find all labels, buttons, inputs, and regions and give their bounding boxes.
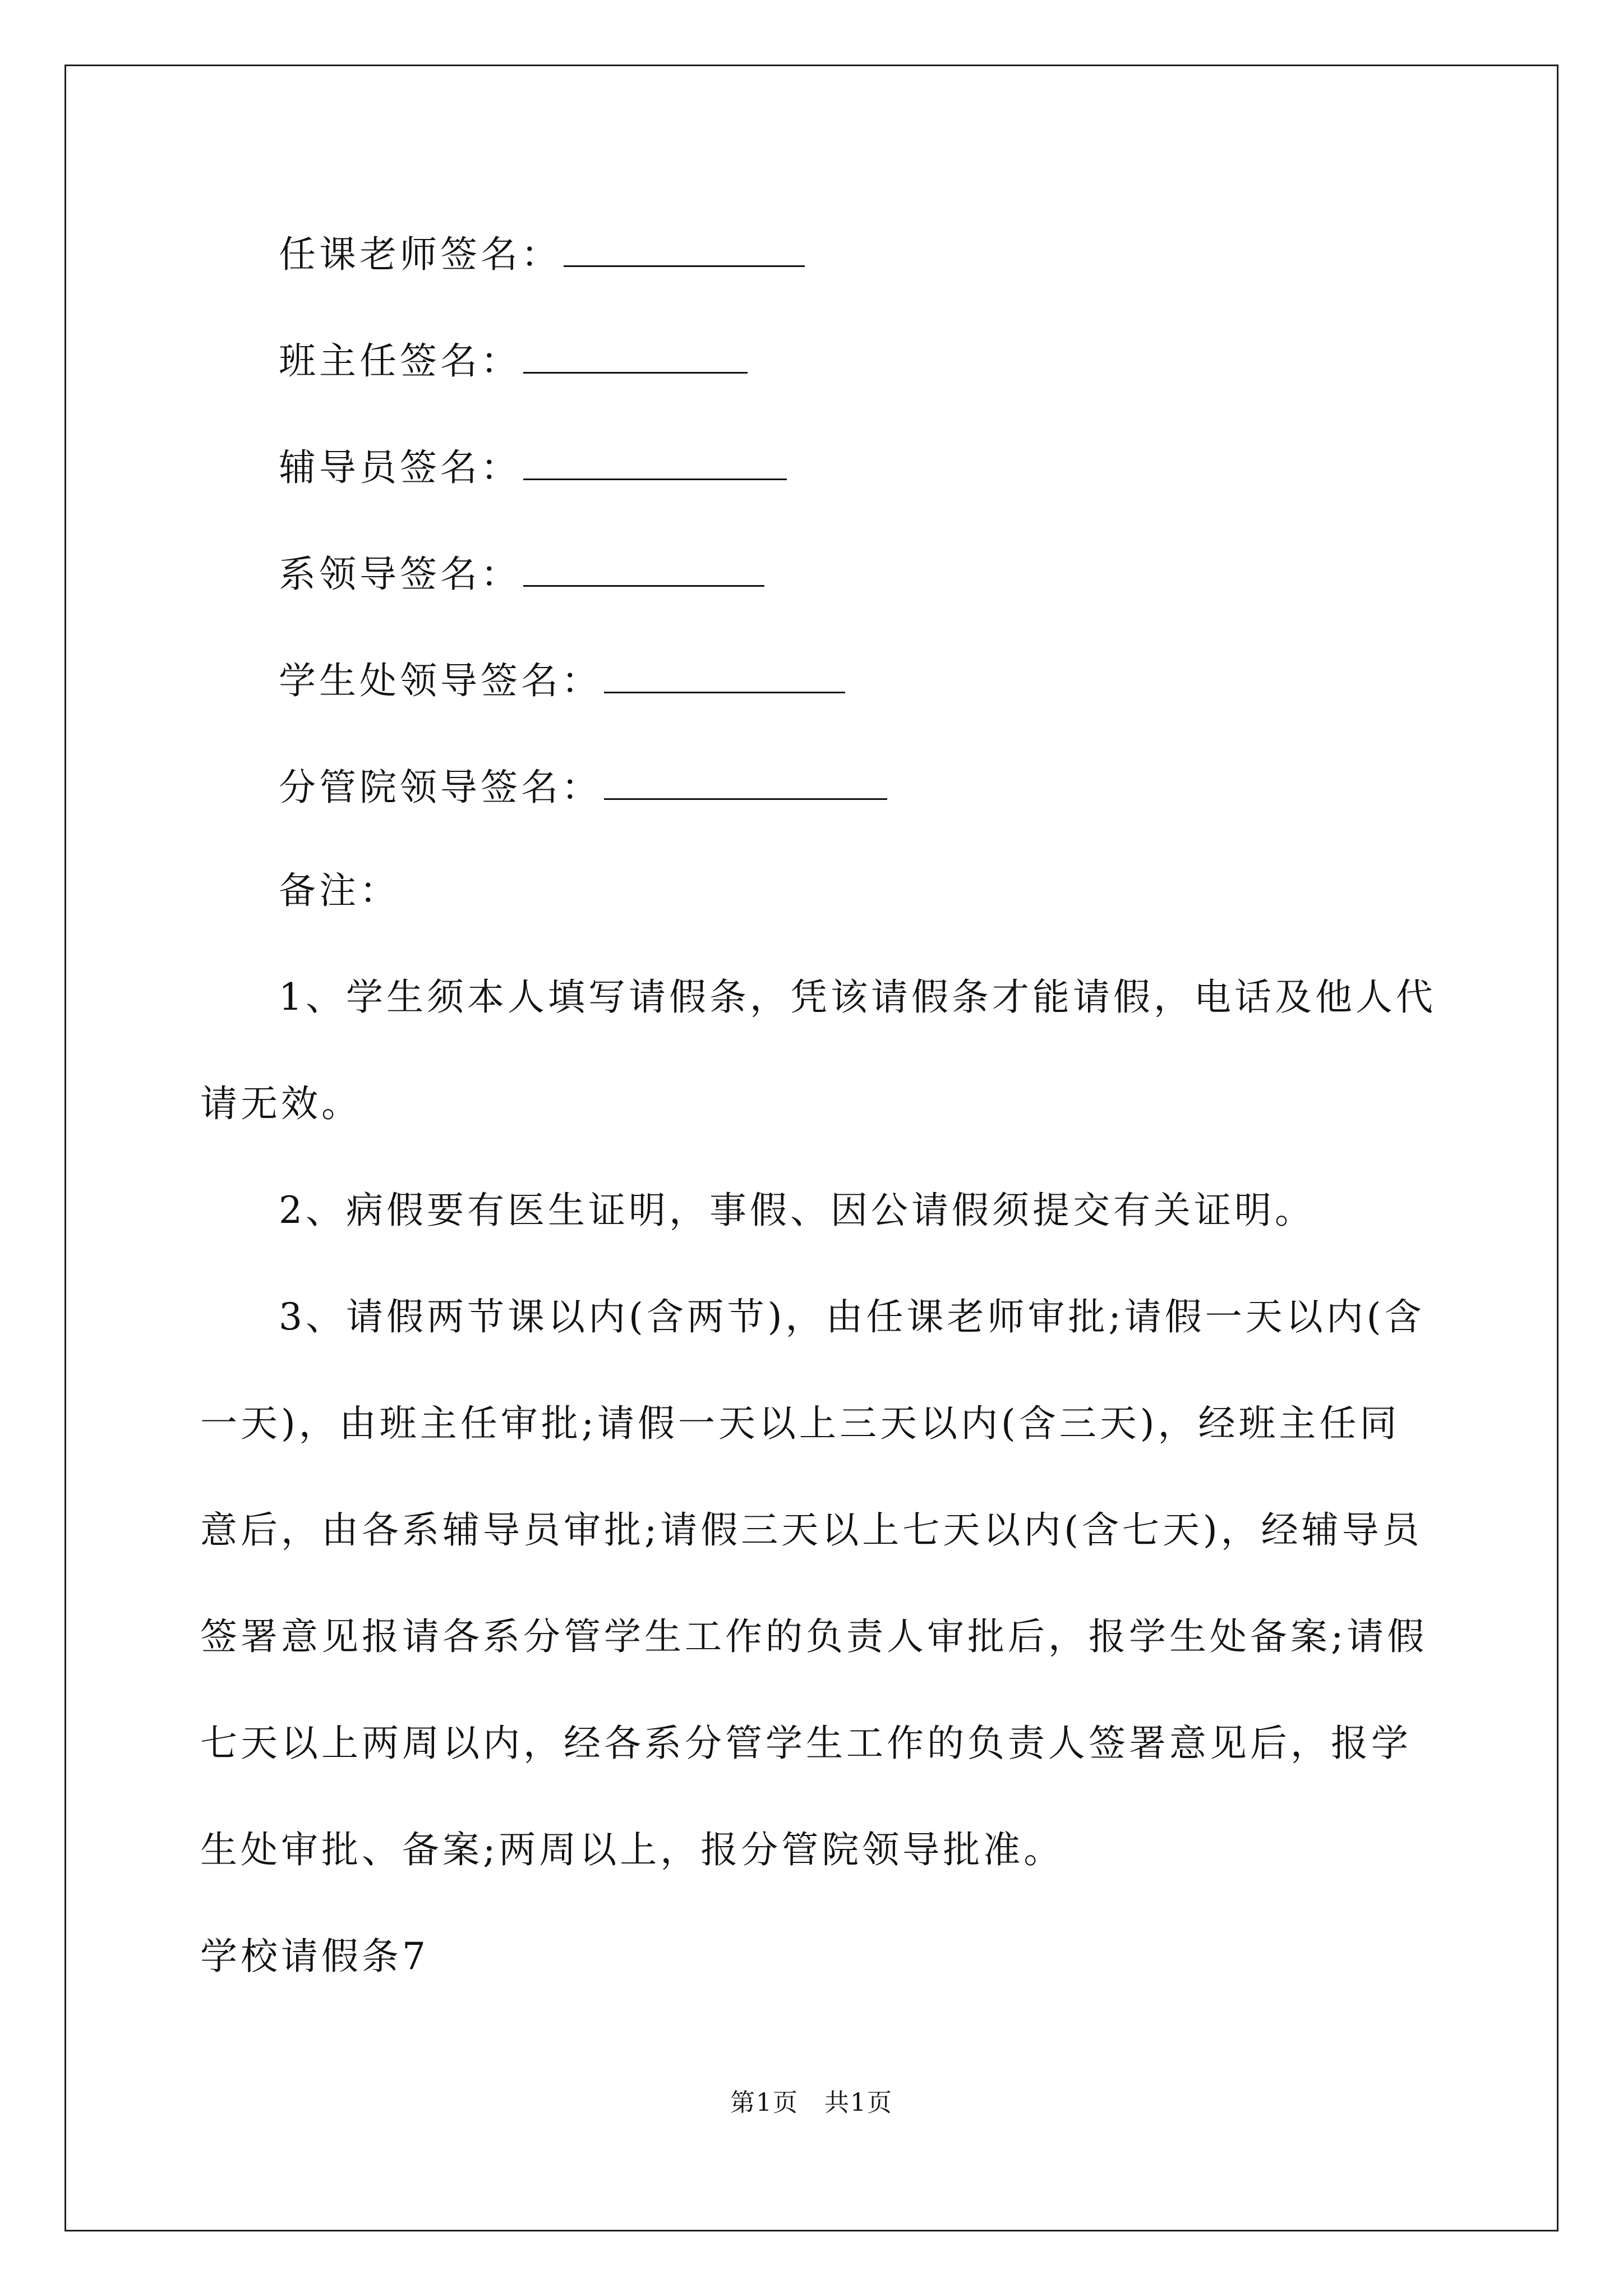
- page-footer: 第1页 共1页: [730, 2088, 893, 2117]
- signature-blank: [523, 446, 787, 480]
- signature-college-leader: [279, 766, 887, 809]
- note-1-line-2: 请无效。: [200, 1082, 362, 1125]
- signature-label: 分管院领导签名：: [279, 766, 602, 809]
- notes-heading: 备注：: [279, 869, 400, 912]
- note-1-line-1: 1、学生须本人填写请假条，凭该请假条才能请假，电话及他人代: [279, 976, 1436, 1019]
- signature-label: 班主任签名：: [279, 339, 521, 383]
- signature-student-affairs-leader: [279, 659, 845, 700]
- note-3-line-3: 意后，由各系辅导员审批;请假三天以上七天以内(含七天)，经辅导员: [200, 1508, 1423, 1552]
- signature-teacher: [279, 233, 805, 276]
- note-3-line-2: 一天)，由班主任审批;请假一天以上三天以内(含三天)，经班主任同: [200, 1402, 1400, 1445]
- note-3-line-1: 3、请假两节课以内(含两节)，由任课老师审批;请假一天以内(含: [279, 1295, 1425, 1338]
- signature-label: 辅导员签名：: [279, 446, 521, 489]
- signature-counselor: [279, 446, 787, 489]
- signature-department-leader: [279, 553, 764, 596]
- signature-blank: [523, 339, 748, 374]
- note-3-line-5: 七天以上两周以内，经各系分管学生工作的负责人签署意见后，报学: [200, 1722, 1412, 1765]
- signature-blank: [604, 766, 887, 800]
- signature-label: 学生处领导签名：: [279, 659, 602, 702]
- signature-label: 任课老师签名：: [279, 233, 561, 276]
- section-title: 学校请假条7: [200, 1935, 429, 1978]
- page-border: [64, 65, 1559, 2231]
- signature-label: 系领导签名：: [279, 553, 521, 596]
- signature-blank: [564, 233, 805, 267]
- signature-blank: [523, 553, 764, 587]
- note-3-line-4: 签署意见报请各系分管学生工作的负责人审批后，报学生处备案;请假: [200, 1615, 1428, 1658]
- signature-blank: [604, 659, 845, 693]
- note-2-line-1: 2、病假要有医生证明，事假、因公请假须提交有关证明。: [279, 1189, 1315, 1232]
- signature-head-teacher: [279, 339, 748, 383]
- note-3-line-6: 生处审批、备案;两周以上，报分管院领导批准。: [200, 1828, 1064, 1871]
